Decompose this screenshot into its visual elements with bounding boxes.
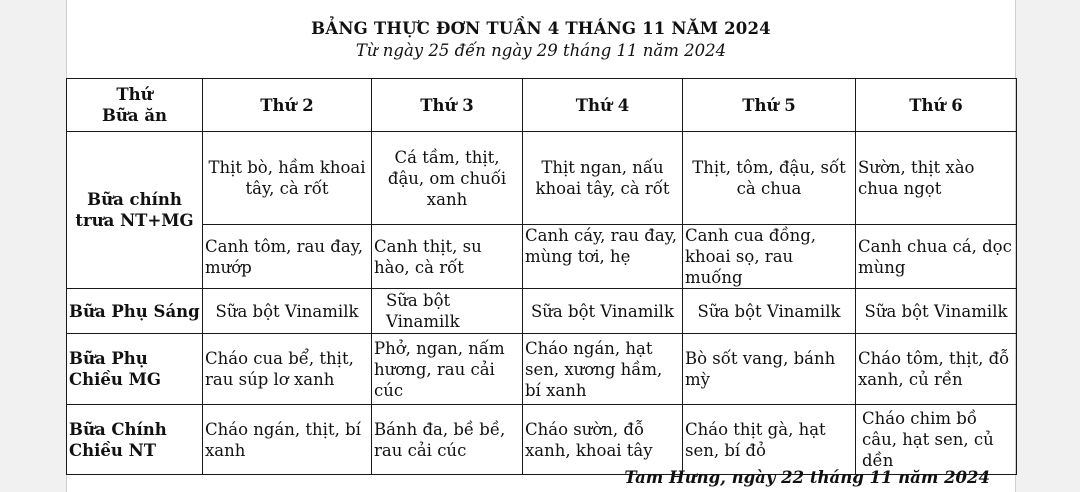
menu-cell: Cá tầm, thịt, đậu, om chuối xanh xyxy=(372,132,523,225)
menu-cell: Cháo tôm, thịt, đỗ xanh, củ rền xyxy=(856,334,1017,405)
morning-snack-row xyxy=(67,289,1017,334)
afternoon-main-row xyxy=(67,405,1017,475)
lunch-soup-row xyxy=(67,225,1017,289)
afternoon-snack-row xyxy=(67,334,1017,405)
menu-cell: Canh thịt, su hào, cà rốt xyxy=(372,225,523,289)
menu-cell: Sữa bột Vinamilk xyxy=(203,289,372,334)
menu-cell: Sườn, thịt xào chua ngọt xyxy=(856,132,1017,225)
menu-cell: Phở, ngan, nấm hương, rau cải cúc xyxy=(372,334,523,405)
page-subtitle: Từ ngày 25 đến ngày 29 tháng 11 năm 2024 xyxy=(355,41,727,60)
signature-date-line: Tam Hưng, ngày 22 tháng 11 năm 2024 xyxy=(624,468,990,487)
lunch-main-row xyxy=(67,132,1017,225)
day-header-thu: Thứ 5 xyxy=(683,79,856,132)
menu-cell: Cháo chim bồ câu, hạt sen, củ dền xyxy=(856,405,1017,475)
menu-cell: Canh cua đồng, khoai sọ, rau muống xyxy=(683,225,856,289)
menu-table xyxy=(66,78,1017,475)
header-row xyxy=(67,79,1017,132)
row-label-lunch: Bữa chính trưa NT+MG xyxy=(67,132,203,289)
menu-cell: Sữa bột Vinamilk xyxy=(523,289,683,334)
day-header-tue: Thứ 3 xyxy=(372,79,523,132)
page-title: BẢNG THỰC ĐƠN TUẦN 4 THÁNG 11 NĂM 2024 xyxy=(311,19,771,38)
menu-cell: Canh cáy, rau đay, mùng tơi, hẹ xyxy=(523,225,683,289)
menu-cell: Thịt, tôm, đậu, sốt cà chua xyxy=(683,132,856,225)
day-header-wed: Thứ 4 xyxy=(523,79,683,132)
menu-cell: Thịt bò, hầm khoai tây, cà rốt xyxy=(203,132,372,225)
menu-cell: Cháo ngán, hạt sen, xương hầm, bí xanh xyxy=(523,334,683,405)
corner-label-meal: Bữa ăn xyxy=(101,106,168,125)
menu-cell: Sữa bột Vinamilk xyxy=(683,289,856,334)
menu-cell: Bò sốt vang, bánh mỳ xyxy=(683,334,856,405)
row-label-afternoon-main: Bữa Chính Chiều NT xyxy=(67,405,203,475)
menu-cell: Sữa bột Vinamilk xyxy=(372,289,523,334)
menu-cell: Bánh đa, bề bề, rau cải cúc xyxy=(372,405,523,475)
corner-header-cell xyxy=(67,79,203,132)
row-label-afternoon-snack: Bữa Phụ Chiều MG xyxy=(67,334,203,405)
menu-cell: Cháo sườn, đỗ xanh, khoai tây xyxy=(523,405,683,475)
corner-label-day: Thứ xyxy=(116,85,153,104)
day-header-fri: Thứ 6 xyxy=(856,79,1017,132)
day-header-mon: Thứ 2 xyxy=(203,79,372,132)
menu-cell: Cháo thịt gà, hạt sen, bí đỏ xyxy=(683,405,856,475)
menu-cell: Cháo ngán, thịt, bí xanh xyxy=(203,405,372,475)
row-label-morning-snack: Bữa Phụ Sáng xyxy=(67,289,203,334)
menu-cell: Thịt ngan, nấu khoai tây, cà rốt xyxy=(523,132,683,225)
menu-cell: Canh tôm, rau đay, mướp xyxy=(203,225,372,289)
menu-cell: Cháo cua bể, thịt, rau súp lơ xanh xyxy=(203,334,372,405)
menu-cell: Sữa bột Vinamilk xyxy=(856,289,1017,334)
menu-cell: Canh chua cá, dọc mùng xyxy=(856,225,1017,289)
